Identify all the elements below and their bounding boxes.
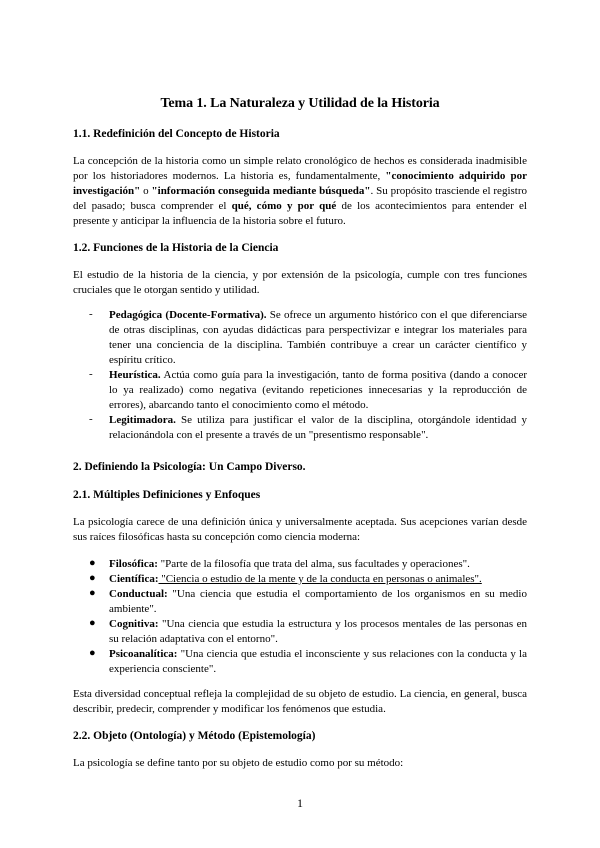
item-text: Se utiliza para justificar el valor de la disciplina, otorgándole identidad y relacionándola con el presente a través de un "presentismo responsable". [109,414,527,441]
definition-item-conductual [109,587,527,617]
item-text: "Una ciencia que estudia la estructura y los procesos mentales de las personas en su relación adaptativa con el entorno". [109,618,527,645]
definition-item-cognitiva [109,617,527,647]
section-2-1-outro: Esta diversidad conceptual refleja la complejidad de su objeto de estudio. La ciencia, en general, busca describir, predecir, comprender y modificar los fenómenos que estudia. [73,688,527,715]
bold-run: qué, cómo y por qué [231,200,337,212]
item-text: "Ciencia o estudio de la mente y de la conducta en personas o animales". [158,573,482,585]
function-item-legitimadora [109,413,527,443]
item-term: Científica: [109,573,159,585]
circle-bullet: ● [89,617,96,629]
item-term: Psicoanalítica: [109,648,178,660]
item-term: Legitimadora. [109,414,176,426]
function-item-heuristica [109,368,527,413]
section-2-2-heading: 2.2. Objeto (Ontología) y Método (Epistemología) [73,730,316,742]
dash-bullet: - [89,308,93,320]
circle-bullet: ● [89,572,96,584]
section-1-2-intro: El estudio de la historia de la ciencia, y por extensión de la psicología, cumple con tres funciones cruciales que le otorgan sentido y utilidad. [73,269,527,296]
section-2-2-intro: La psicología se define tanto por su objeto de estudio como por su método: [73,757,404,769]
section-1-1-heading: 1.1. Redefinición del Concepto de Historia [73,128,280,140]
bold-run: "conocimiento adquirido por investigación" [73,170,527,197]
item-text: "Una ciencia que estudia el inconsciente y sus relaciones con la conducta y la experiencia consciente". [109,648,527,675]
circle-bullet: ● [89,557,96,569]
text-run: La concepción de la historia como un simple relato cronológico de hechos es considerada inadmisible por los historiadores modernos. La historia es, fundamentalmente, [73,155,527,182]
function-item-pedagogica [109,308,527,368]
definition-item-psicoanalitica [109,647,527,677]
text-run: . Su propósito trasciende el registro del pasado; busca comprender el [73,185,527,212]
section-2-1-heading: 2.1. Múltiples Definiciones y Enfoques [73,489,261,501]
document-title: Tema 1. La Naturaleza y Utilidad de la Historia [160,96,440,111]
section-2-heading: 2. Definiendo la Psicología: Un Campo Diverso. [73,461,306,473]
text-run: de los acontecimientos para entender el presente y anticipar la influencia de la historia sobre el futuro. [73,200,527,227]
page-number: 1 [297,796,303,810]
section-2-1-intro: La psicología carece de una definición única y universalmente aceptada. Sus acepciones varían desde sus raíces filosóficas hasta su concepción como ciencia moderna: [73,516,527,543]
item-text: Se ofrece un argumento histórico con el que diferenciarse de otras disciplinas, con ayudas didácticas para perspectivizar e integrar los materiales para tener una conciencia de la disciplina. También contribuye a crear un carácter científico y espíritu crítico. [109,309,527,366]
item-term: Cognitiva: [109,618,159,630]
item-term: Pedagógica (Docente-Formativa). [109,309,267,321]
item-term: Conductual: [109,588,168,600]
circle-bullet: ● [89,647,96,659]
bold-run: "información conseguida mediante búsqueda" [151,185,371,197]
item-term: Filosófica: [109,558,158,570]
item-text: "Una ciencia que estudia el comportamiento de los organismos en su medio ambiente". [109,588,527,615]
item-term: Heurística. [109,369,161,381]
dash-bullet: - [89,413,93,425]
definition-item-filosofica [109,557,527,572]
item-text: Actúa como guía para la investigación, tanto de forma positiva (dando a conocer lo ya realizado) como negativa (evitando repeticiones innecesarias y la reproducción de errores), abarcando tanto el conocimiento como el método. [109,369,527,411]
definition-item-cientifica [109,572,527,587]
circle-bullet: ● [89,587,96,599]
section-1-1-paragraph [73,154,527,229]
dash-bullet: - [89,368,93,380]
text-run: o [140,185,152,197]
section-1-2-heading: 1.2. Funciones de la Historia de la Ciencia [73,242,279,254]
item-text: "Parte de la filosofía que trata del alma, sus facultades y operaciones". [157,558,470,570]
